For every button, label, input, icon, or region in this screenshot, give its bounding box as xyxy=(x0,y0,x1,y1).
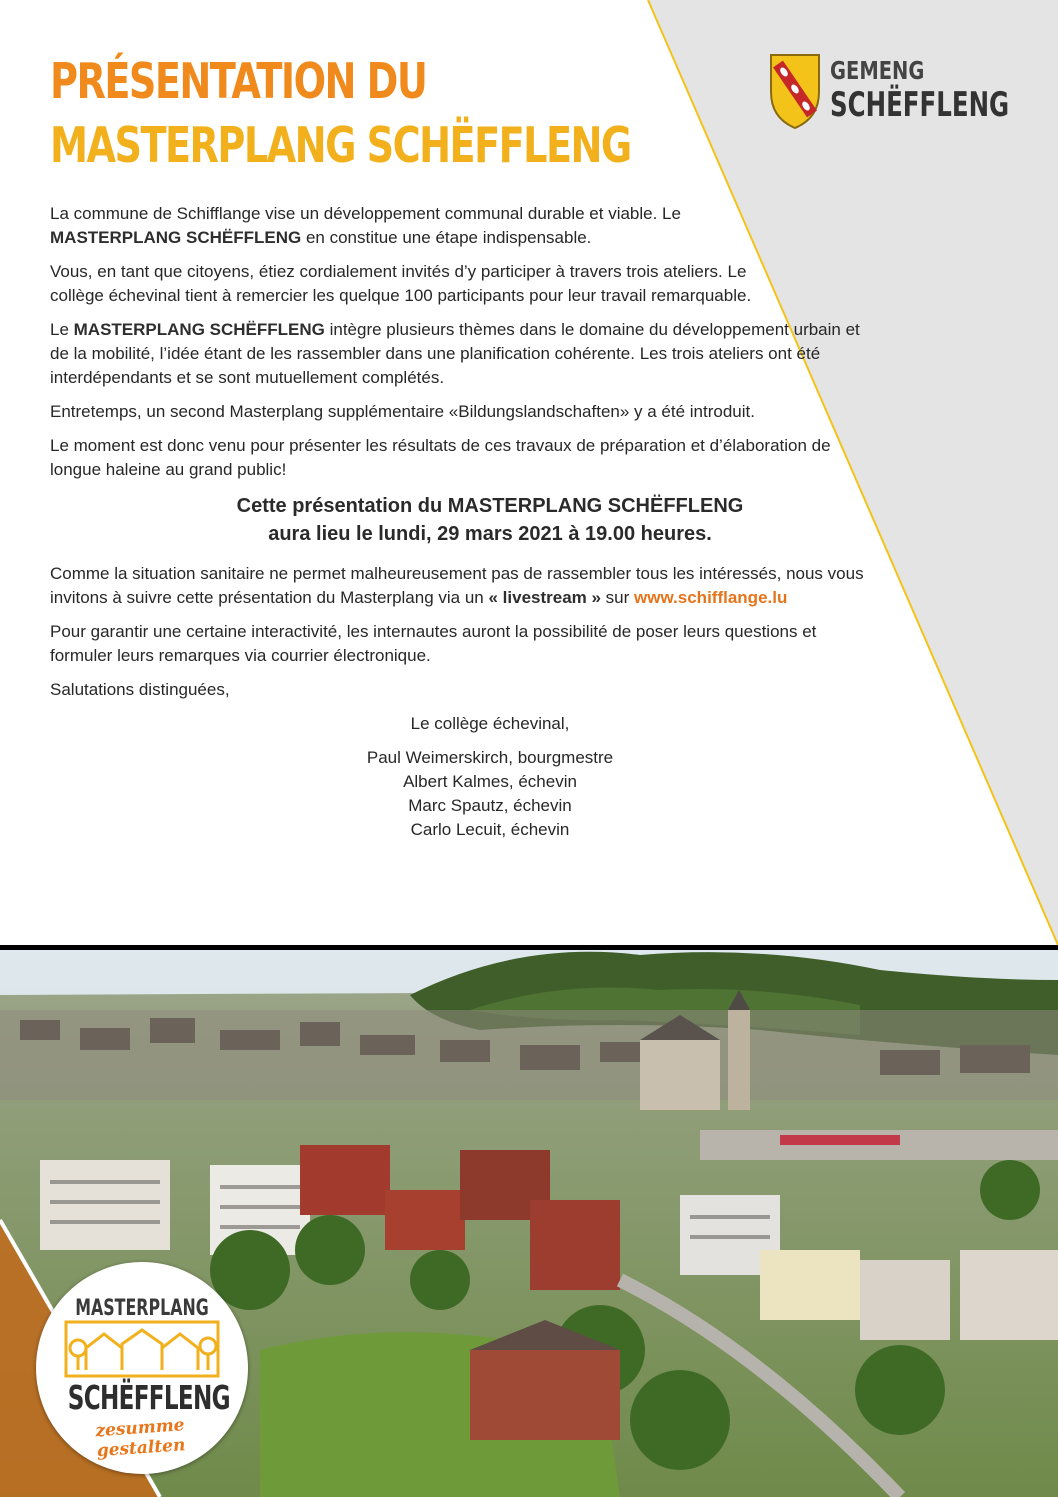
badge-title: MASTERPLANG xyxy=(75,1296,209,1321)
themes-bold: MASTERPLANG SCHËFFLENG xyxy=(73,320,325,339)
signature-college: Le collège échevinal, xyxy=(410,714,570,733)
page-title xyxy=(50,50,631,178)
announcement-line-1: Cette présentation du MASTERPLANG SCHËFFLENG xyxy=(236,495,744,517)
badge-slogan: zesumme gestalten xyxy=(94,1415,187,1462)
signature-name: Albert Kalmes, échevin xyxy=(403,772,577,791)
logo-text xyxy=(830,56,1058,124)
website-link[interactable]: www.schifflange.lu xyxy=(634,588,788,607)
livestream-bold: « livestream » xyxy=(488,588,601,607)
announcement-line-2: aura lieu le lundi, 29 mars 2021 à 19.00 heures. xyxy=(268,523,712,545)
title-line-1: PRÉSENTATION DU xyxy=(50,53,427,110)
logo-line-2: SCHËFFLENG xyxy=(830,85,1010,125)
houses-and-trees-icon xyxy=(64,1320,220,1378)
intro-text-b: en constitue une étape indispensable. xyxy=(301,228,592,247)
title-line-2: MASTERPLANG SCHËFFLENG xyxy=(50,117,631,174)
paragraph-livestream xyxy=(50,562,880,610)
signature-name: Marc Spautz, échevin xyxy=(408,796,572,815)
presentation-announcement xyxy=(50,492,930,548)
themes-text-a: Le xyxy=(50,320,74,339)
paragraph-themes xyxy=(50,318,880,390)
letter-body xyxy=(50,202,880,842)
livestream-text-b: sur xyxy=(600,588,635,607)
signature-name: Carlo Lecuit, échevin xyxy=(410,820,570,839)
signature-name: Paul Weimerskirch, bourgmestre xyxy=(366,748,614,767)
badge-name: SCHËFFLENG xyxy=(67,1378,230,1417)
intro-bold: MASTERPLANG SCHËFFLENG xyxy=(50,228,302,247)
intro-text-a: La commune de Schifflange vise un développement communal durable et viable. Le xyxy=(50,204,681,223)
livestream-text-a: Comme la situation sanitaire ne permet malheureusement pas de rassembler tous les intéressés, nous vous invitons à suivre cette présentation du Masterplang via un xyxy=(50,564,864,607)
closing-greeting: Salutations distinguées, xyxy=(50,680,230,699)
masterplang-badge xyxy=(36,1262,248,1474)
coat-of-arms-icon xyxy=(768,52,822,130)
paragraph-second-masterplang: Entretemps, un second Masterplang supplémentaire «Bildungslandschaften» y a été introduit. xyxy=(50,402,755,421)
commune-logo xyxy=(768,52,1028,132)
signature-block xyxy=(50,712,930,842)
themes-text-b: intègre plusieurs thèmes dans le domaine du développement urbain et de la mobilité, l’idée étant de les rassembler dans une planification cohérente. Les trois ateliers ont été interdépendants et se sont mutuellement complétés. xyxy=(50,320,860,387)
logo-line-1: GEMENG xyxy=(830,56,925,85)
paragraph-ateliers: Vous, en tant que citoyens, étiez cordialement invités d’y participer à travers trois ateliers. Le collège échevinal tient à remercier les quelque 100 participants pour leur travail remarquable. xyxy=(50,262,752,305)
paragraph-results: Le moment est donc venu pour présenter les résultats de ces travaux de préparation et d’élaboration de longue haleine au grand public! xyxy=(50,436,831,479)
paragraph-intro xyxy=(50,202,730,250)
paragraph-interactivity: Pour garantir une certaine interactivité, les internautes auront la possibilité de poser leurs questions et formuler leurs remarques via courrier électronique. xyxy=(50,622,817,665)
